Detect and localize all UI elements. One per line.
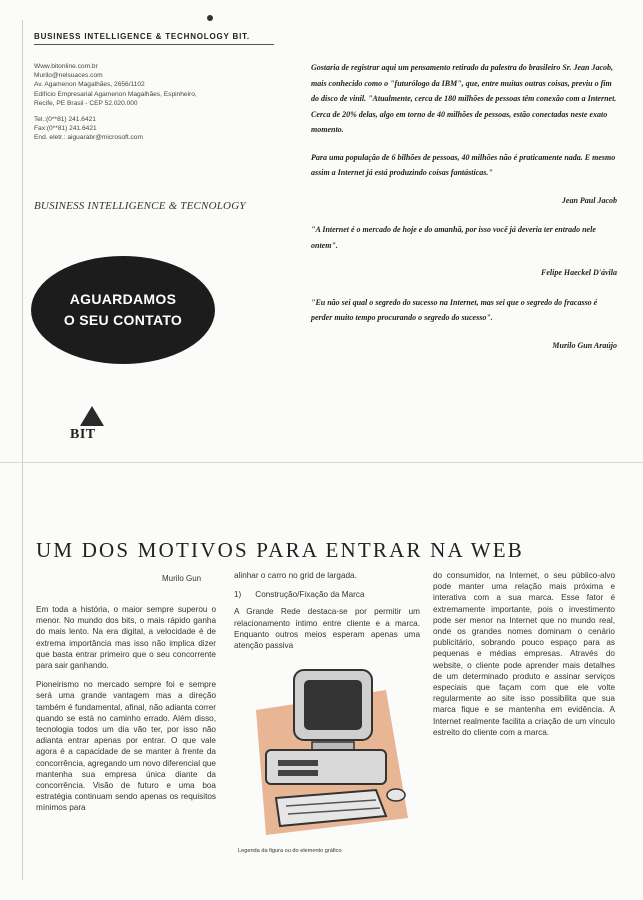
paragraph: Pioneirismo no mercado sempre foi e sempre será uma grande vantagem mas a direção também é fundamental, afinal, não adianta correr quando se está no caminho errado. Além disso, tecnologia todos um dia vão ter, por isso não adianta entrar apenas por entrar. O que vale agora é a capacidade de se manter à frente da concorrência, agregando um novo diferencial que mantenha sua empresa única diante da concorrência. Visão de futuro e uma boa estratégia continuam sendo apenas os requisitos mínimos para: [36, 680, 216, 813]
article-column-1: [36, 604, 216, 822]
monitor-screen: [304, 680, 362, 730]
contact-cta-oval: [31, 256, 215, 364]
quote: Para uma população de 6 bilhões de pessoas, 40 milhões não é praticamente nada. E mesmo assim a Internet já está produzindo coisas fantásticas.": [311, 152, 616, 177]
quotes-column: [311, 60, 617, 367]
article-column-2: [234, 570, 420, 659]
logo-text: BIT: [70, 427, 96, 442]
contact-line[interactable]: End. eletr.: aiguarabr@microsoft.com: [34, 134, 143, 142]
quote-author: Felipe Haeckel D'ávila: [541, 268, 617, 277]
header-title: BUSINESS INTELLIGENCE & TECHNOLOGY BIT.: [34, 32, 250, 41]
quote-intro: Gostaria de registrar aqui um pensamento retirado da palestra do brasileiro Sr. Jean Jacob, mais conhecido como o "futurólogo da IBM", que, entre muitas outras coisas, previu o fim do disco de vinil. "Atualmente, cerca de 180 milhões de pessoas têm conexão com a Internet. Cerca de 20% delas, algo em torno de 40 milhões de pessoas, estão conectadas neste exato momento.: [311, 63, 617, 134]
bit-logo: [70, 406, 114, 443]
paragraph: alinhar o carro no grid de largada.: [234, 571, 357, 580]
article-title: UM DOS MOTIVOS PARA ENTRAR NA WEB: [36, 538, 524, 562]
bullet-dot: [207, 15, 213, 21]
quote: "A Internet é o mercado de hoje e do amanhã, por isso você já deveria ter entrado nele ontem".: [311, 225, 596, 250]
quote: "Eu não sei qual o segredo do sucesso na Internet, mas sei que o segredo do fracasso é perder muito tempo procurando o segredo do sucesso".: [311, 297, 598, 322]
quote-author: Murilo Gun Araújo: [552, 340, 617, 350]
contact-line: Edifício Empresarial Agamenon Magalhães, Espinheiro,: [34, 90, 197, 98]
paragraph: Em toda a história, o maior sempre superou o menor. No mundo dos bits, o mais rápido ganha do mais lento. Na era digital, a velocidade é de extrema importância mas isso não implica dizer que basta entrar primeiro que o seu concorrente para sair ganhando.: [36, 605, 216, 671]
quote-author: Jean Paul Jacob: [561, 195, 617, 205]
contact-line[interactable]: Www.bitonline.com.br: [34, 63, 98, 70]
contact-line: Av. Agamenon Magalhães, 2656/1102: [34, 81, 145, 89]
left-margin-rule: [22, 20, 23, 880]
paragraph: A Grande Rede destaca-se por permitir um relacionamento íntimo entre cliente e a marca. Enquanto outros meios esperam apenas uma atenção passiva: [234, 607, 420, 651]
triangle-icon: [80, 406, 104, 426]
mouse-icon: [387, 789, 405, 801]
figure-caption: Legenda da figura ou do elemento gráfico: [238, 848, 342, 854]
header-rule: [34, 44, 274, 45]
paragraph: do consumidor, na Internet, o seu público-alvo pode manter uma relação mais próxima e interativa com a sua marca. Esse fator é extremamente importante, pois o investimento pode ser menor na Internet que no mundo real, onde os grandes nomes dominam o cenário publicitário, sobrando pouco espaço para as pequenas e médias empresas. Através do website, o cliente pode aprender mais detalhes de um determinado produto e assinar serviços especiais que façam com que ele volte regularmente ao site isso possibilita que sua marca fique e se mantenha em evidência. A Internet realmente facilita a criação de um vínculo estreito do cliente com a marca.: [433, 571, 615, 737]
article-column-3: [433, 570, 615, 746]
cpu-case: [266, 750, 386, 784]
section-title: Construção/Fixação da Marca: [255, 590, 365, 600]
cta-line: O SEU CONTATO: [63, 312, 183, 328]
contact-line: Fax:(0**81) 241.6421: [34, 125, 97, 133]
contact-block: [34, 62, 284, 143]
computer-illustration: [236, 650, 416, 840]
section-number: 1): [234, 590, 242, 600]
contact-line: Tel.:(0**81) 241.6421: [34, 116, 96, 124]
contact-line: Recife, PE Brasil - CEP 52.020.000: [34, 99, 138, 107]
fold-line: [0, 462, 643, 463]
brand-tagline: BUSINESS INTELLIGENCE & TECNOLOGY: [34, 200, 246, 212]
contact-line[interactable]: Murilo@nelsuaces.com: [34, 72, 103, 80]
cta-line: AGUARDAMOS: [69, 291, 177, 307]
section-heading: [234, 589, 420, 600]
article-author: Murilo Gun: [162, 574, 202, 583]
